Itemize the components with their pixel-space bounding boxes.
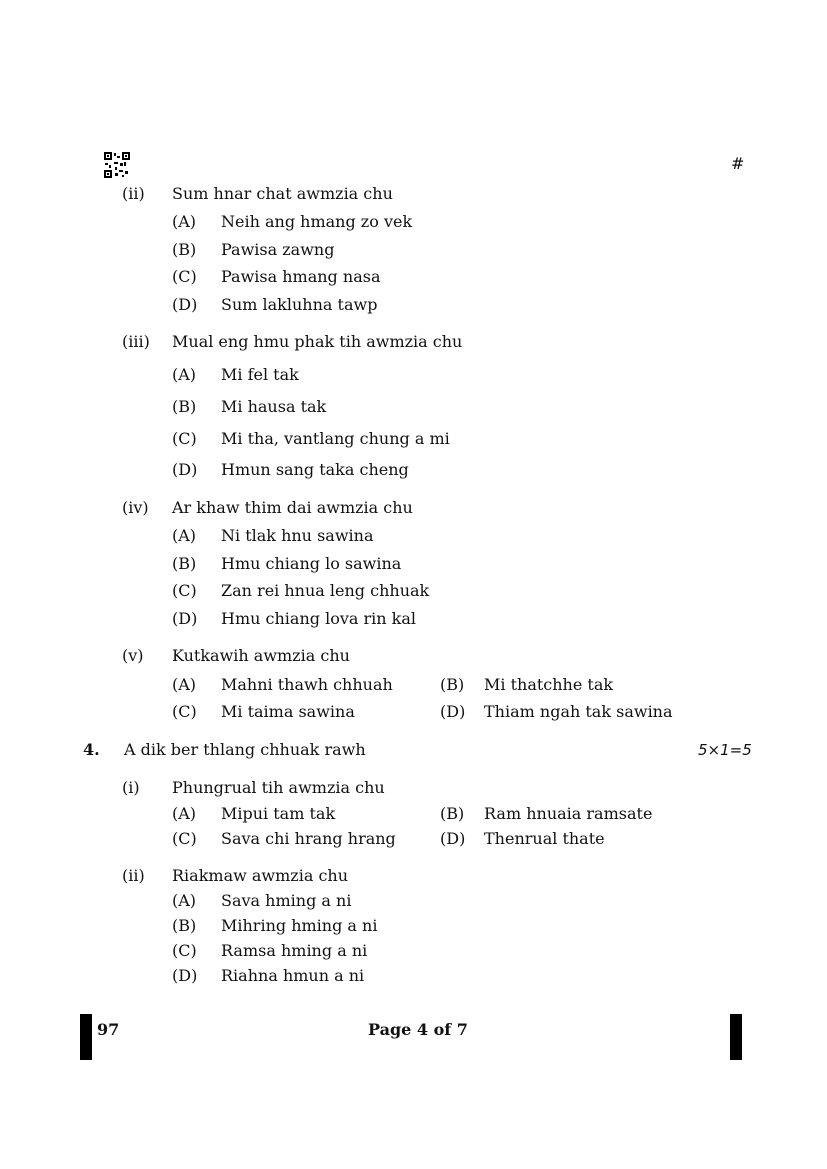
question-number: (iii) [122, 332, 150, 351]
question-number: (ii) [122, 866, 145, 885]
option-label: (A) [172, 804, 197, 823]
option-text: Thiam ngah tak sawina [484, 702, 673, 721]
option-label: (D) [172, 966, 198, 985]
option-label: (C) [172, 267, 197, 286]
option-text: Hmun sang taka cheng [221, 460, 409, 479]
option-text: Mihring hming a ni [221, 916, 378, 935]
option-text: Neih ang hmang zo vek [221, 212, 413, 231]
option-text: Mi hausa tak [221, 397, 327, 416]
option-label: (C) [172, 429, 197, 448]
option-text: Sava chi hrang hrang [221, 829, 396, 848]
option-text: Sava hming a ni [221, 891, 352, 910]
option-label: (A) [172, 365, 197, 384]
footer-left-bar [80, 1014, 92, 1060]
option-label: (C) [172, 702, 197, 721]
option-text: Hmu chiang lova rin kal [221, 609, 416, 628]
question-text: Riakmaw awmzia chu [172, 866, 349, 885]
option-label: (B) [172, 397, 197, 416]
option-label: (B) [440, 675, 465, 694]
option-text: Pawisa zawng [221, 240, 335, 259]
option-text: Thenrual thate [484, 829, 605, 848]
option-label: (B) [440, 804, 465, 823]
option-label: (C) [172, 581, 197, 600]
question-number: (iv) [122, 498, 149, 517]
question-number: (v) [122, 646, 144, 665]
option-label: (B) [172, 916, 197, 935]
page-number: Page 4 of 7 [368, 1020, 468, 1039]
option-label: (D) [172, 295, 198, 314]
option-text: Mipui tam tak [221, 804, 336, 823]
question-text: Mual eng hmu phak tih awmzia chu [172, 332, 463, 351]
option-text: Sum lakluhna tawp [221, 295, 378, 314]
question-text: Phungrual tih awmzia chu [172, 778, 385, 797]
option-label: (D) [172, 609, 198, 628]
option-text: Riahna hmun a ni [221, 966, 365, 985]
option-label: (B) [172, 554, 197, 573]
option-text: Hmu chiang lo sawina [221, 554, 402, 573]
option-text: Mi taima sawina [221, 702, 355, 721]
option-text: Ni tlak hnu sawina [221, 526, 374, 545]
option-label: (C) [172, 829, 197, 848]
marks-allocation: 5×1=5 [698, 741, 752, 759]
option-label: (D) [440, 702, 466, 721]
question-text: A dik ber thlang chhuak rawh [124, 740, 366, 759]
option-label: (D) [172, 460, 198, 479]
option-label: (A) [172, 891, 197, 910]
page-marker-hash: # [731, 154, 745, 173]
option-label: (A) [172, 675, 197, 694]
paper-code: 97 [97, 1020, 120, 1039]
option-text: Mi tha, vantlang chung a mi [221, 429, 450, 448]
option-text: Ramsa hming a ni [221, 941, 368, 960]
option-label: (A) [172, 212, 197, 231]
question-text: Sum hnar chat awmzia chu [172, 184, 393, 203]
option-text: Mi fel tak [221, 365, 299, 384]
option-text: Pawisa hmang nasa [221, 267, 381, 286]
option-text: Mi thatchhe tak [484, 675, 614, 694]
option-text: Zan rei hnua leng chhuak [221, 581, 430, 600]
footer-right-bar [730, 1014, 742, 1060]
option-label: (B) [172, 240, 197, 259]
option-label: (D) [440, 829, 466, 848]
option-text: Ram hnuaia ramsate [484, 804, 653, 823]
option-text: Mahni thawh chhuah [221, 675, 393, 694]
option-label: (A) [172, 526, 197, 545]
question-number: 4. [83, 740, 100, 759]
question-text: Ar khaw thim dai awmzia chu [172, 498, 413, 517]
qr-code-icon [104, 152, 130, 178]
option-label: (C) [172, 941, 197, 960]
question-text: Kutkawih awmzia chu [172, 646, 350, 665]
question-number: (i) [122, 778, 140, 797]
question-number: (ii) [122, 184, 145, 203]
